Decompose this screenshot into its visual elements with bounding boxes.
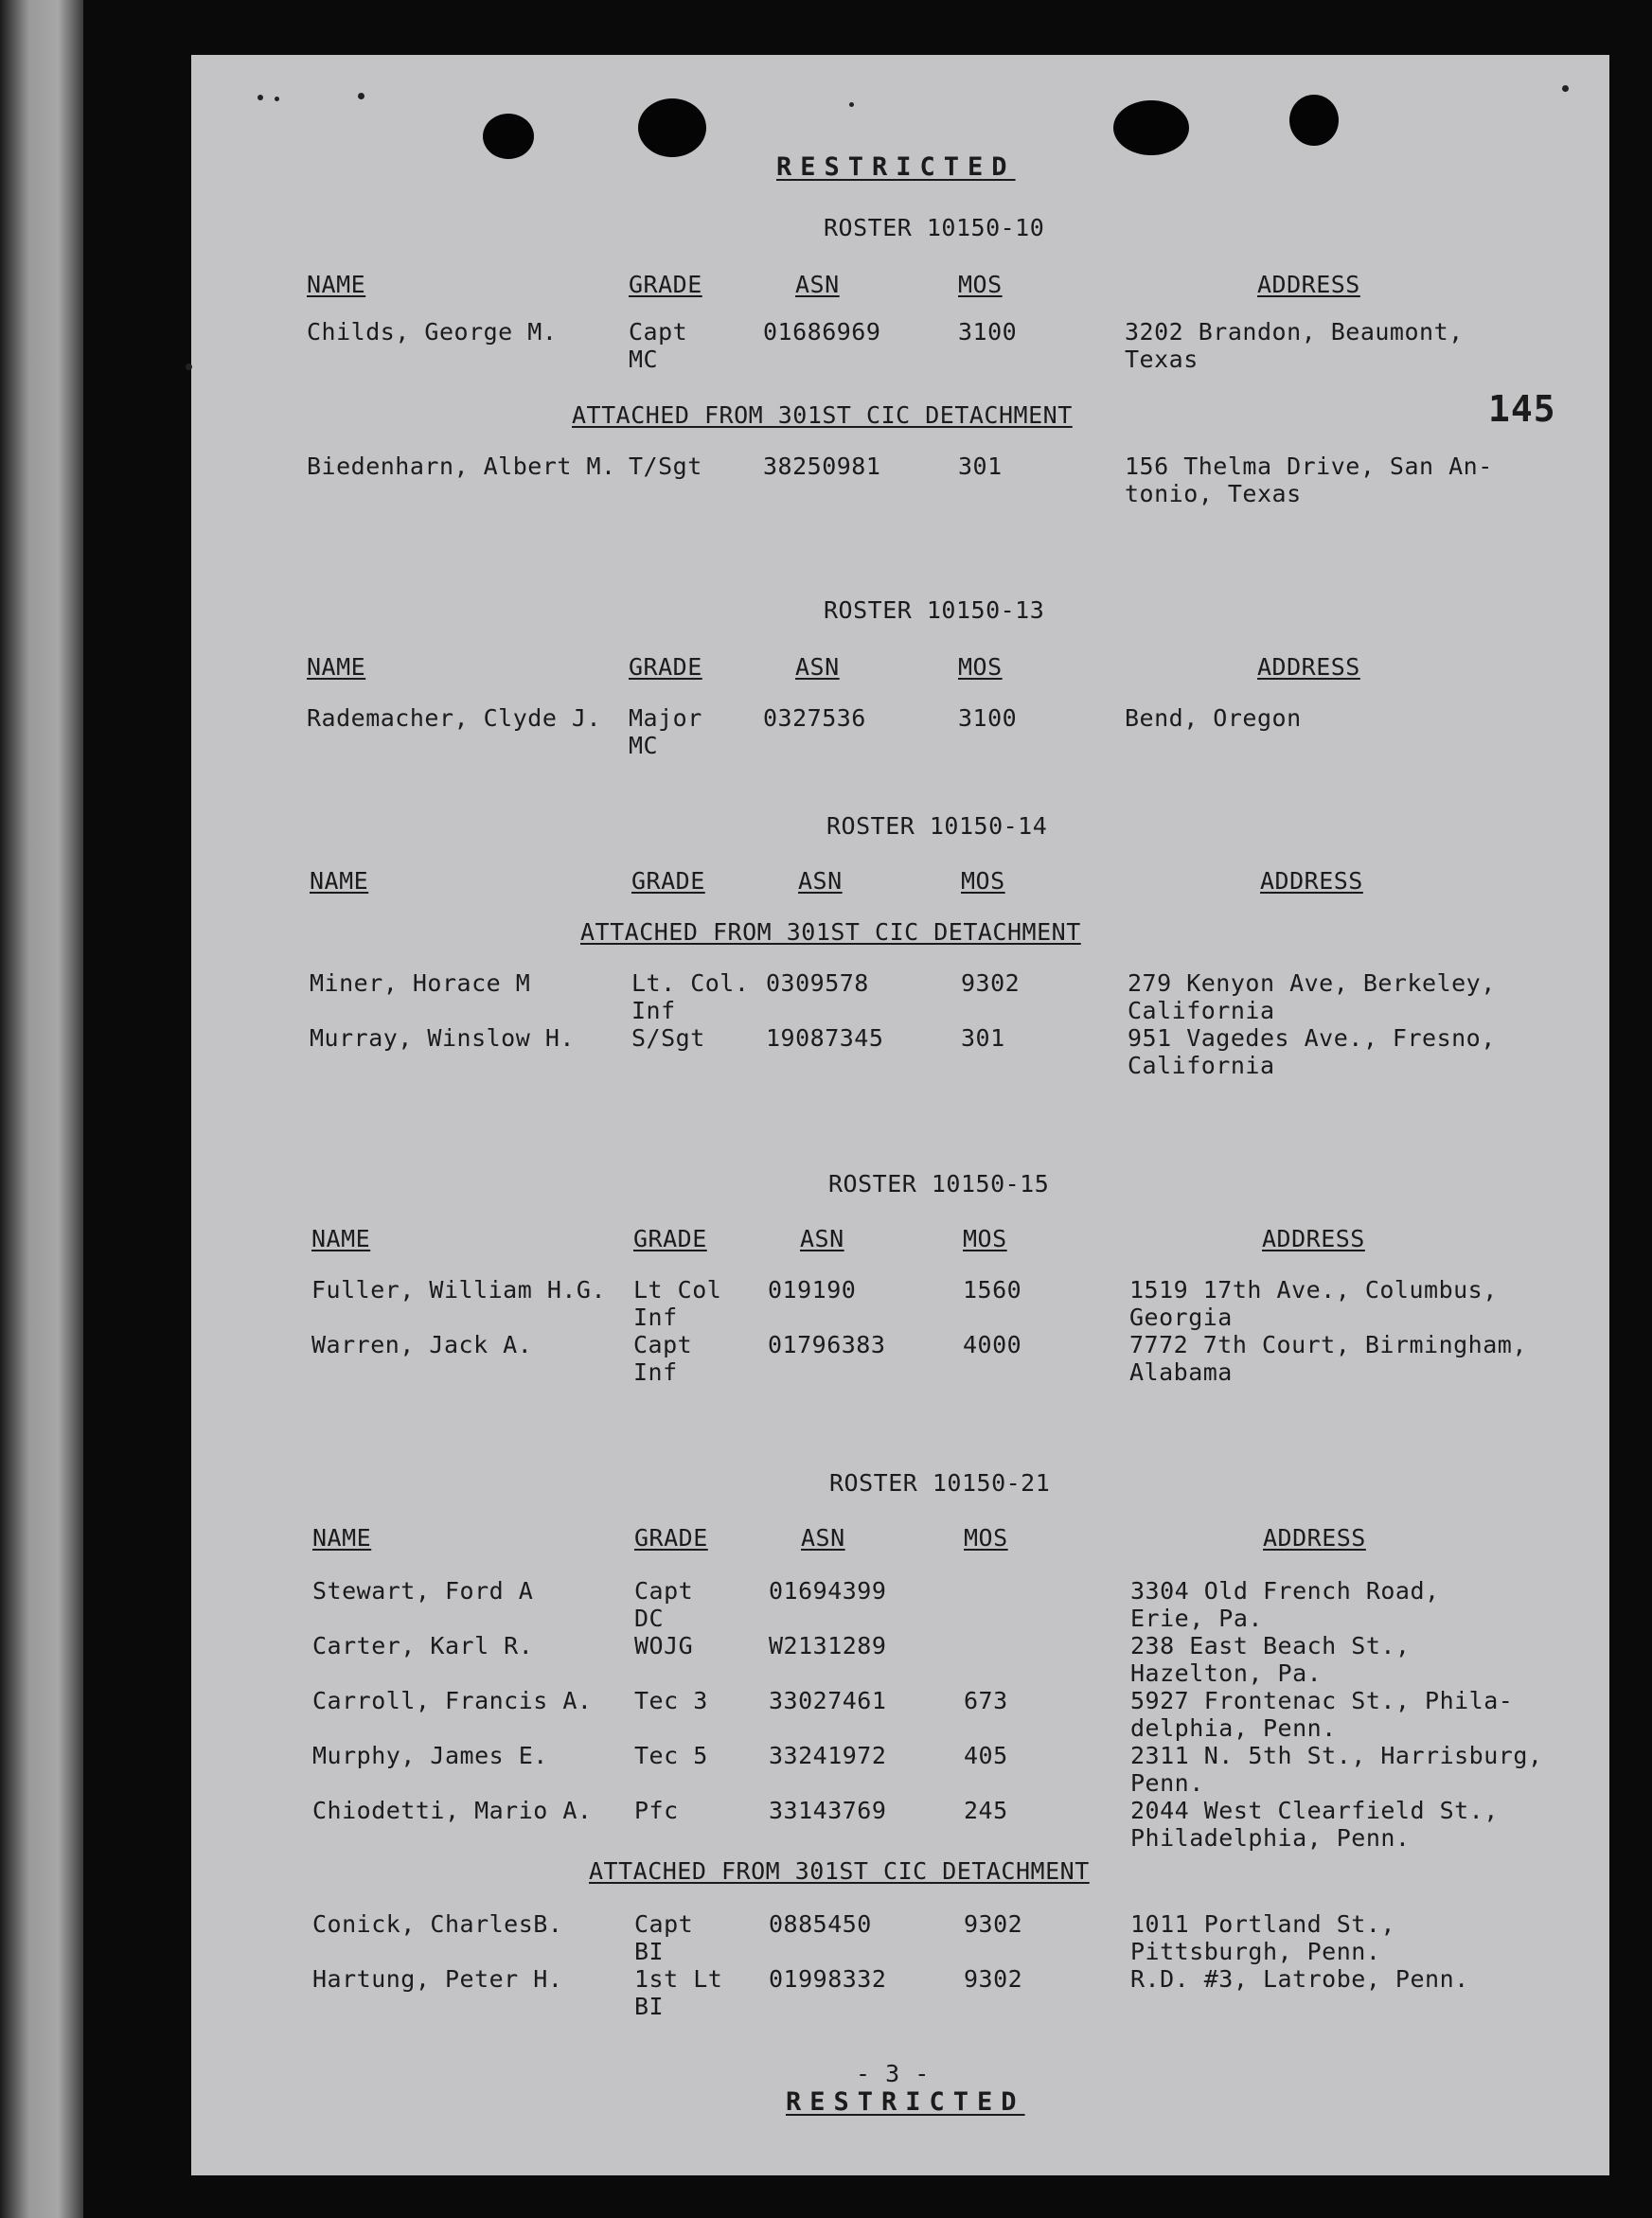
member-address: 238 East Beach St., bbox=[1130, 1632, 1411, 1659]
punch-hole bbox=[483, 114, 534, 159]
member-asn: 01686969 bbox=[763, 318, 881, 346]
member-name: Murphy, James E. bbox=[312, 1742, 548, 1769]
member-asn: 33241972 bbox=[769, 1742, 887, 1769]
member-address: Alabama bbox=[1129, 1358, 1233, 1386]
member-grade: Major bbox=[629, 704, 702, 732]
member-asn: 01796383 bbox=[768, 1331, 886, 1358]
punch-hole bbox=[1289, 95, 1339, 146]
column-header-address: ADDRESS bbox=[1260, 867, 1363, 895]
column-header-name: NAME bbox=[311, 1225, 371, 1252]
column-header-asn: ASN bbox=[801, 1524, 845, 1552]
column-header-address: ADDRESS bbox=[1262, 1225, 1365, 1252]
member-name: Fuller, William H.G. bbox=[311, 1276, 607, 1304]
member-address: Hazelton, Pa. bbox=[1130, 1659, 1323, 1687]
member-address: 7772 7th Court, Birmingham, bbox=[1129, 1331, 1527, 1358]
member-mos: 673 bbox=[964, 1687, 1008, 1714]
member-grade: Tec 3 bbox=[634, 1687, 708, 1714]
member-address: tonio, Texas bbox=[1125, 480, 1302, 507]
member-asn: 38250981 bbox=[763, 452, 881, 480]
member-name: Warren, Jack A. bbox=[311, 1331, 533, 1358]
roster-title: ROSTER 10150-15 bbox=[828, 1170, 1050, 1198]
member-name: Carter, Karl R. bbox=[312, 1632, 534, 1659]
member-address: Texas bbox=[1125, 346, 1199, 373]
member-address: 2044 West Clearfield St., bbox=[1130, 1797, 1499, 1824]
attached-label: ATTACHED FROM 301ST CIC DETACHMENT bbox=[589, 1857, 1090, 1885]
member-grade: T/Sgt bbox=[629, 452, 702, 480]
member-name: Chiodetti, Mario A. bbox=[312, 1797, 593, 1824]
member-grade: Inf bbox=[631, 997, 676, 1024]
member-name: Stewart, Ford A bbox=[312, 1577, 534, 1605]
member-asn: 0885450 bbox=[769, 1910, 872, 1938]
member-asn: 33027461 bbox=[769, 1687, 887, 1714]
member-address: California bbox=[1128, 1052, 1275, 1079]
speck bbox=[1562, 85, 1569, 92]
member-address: California bbox=[1128, 997, 1275, 1024]
column-header-address: ADDRESS bbox=[1257, 653, 1360, 681]
member-name: Conick, CharlesB. bbox=[312, 1910, 563, 1938]
column-header-name: NAME bbox=[312, 1524, 372, 1552]
column-header-address: ADDRESS bbox=[1257, 271, 1360, 298]
member-name: Carroll, Francis A. bbox=[312, 1687, 593, 1714]
member-grade: BI bbox=[634, 1993, 665, 2020]
speck bbox=[849, 102, 854, 107]
column-header-asn: ASN bbox=[798, 867, 843, 895]
member-mos: 301 bbox=[958, 452, 1003, 480]
member-grade: DC bbox=[634, 1605, 665, 1632]
member-mos: 9302 bbox=[964, 1965, 1023, 1993]
member-name: Hartung, Peter H. bbox=[312, 1965, 563, 1993]
member-address: 5927 Frontenac St., Phila- bbox=[1130, 1687, 1514, 1714]
member-address: R.D. #3, Latrobe, Penn. bbox=[1130, 1965, 1469, 1993]
member-address: Bend, Oregon bbox=[1125, 704, 1302, 732]
member-address: 1519 17th Ave., Columbus, bbox=[1129, 1276, 1498, 1304]
column-header-grade: GRADE bbox=[629, 271, 702, 298]
roster-title: ROSTER 10150-10 bbox=[824, 214, 1045, 241]
member-grade: Lt. Col. bbox=[631, 969, 750, 997]
column-header-asn: ASN bbox=[800, 1225, 844, 1252]
column-header-name: NAME bbox=[307, 653, 366, 681]
column-header-grade: GRADE bbox=[631, 867, 705, 895]
column-header-mos: MOS bbox=[963, 1225, 1007, 1252]
member-name: Childs, George M. bbox=[307, 318, 558, 346]
member-grade: Inf bbox=[633, 1304, 678, 1331]
member-mos: 3100 bbox=[958, 318, 1018, 346]
member-asn: 01694399 bbox=[769, 1577, 887, 1605]
page-number: - 3 - bbox=[856, 2060, 930, 2087]
member-asn: 33143769 bbox=[769, 1797, 887, 1824]
member-address: Penn. bbox=[1130, 1769, 1204, 1797]
member-address: 1011 Portland St., bbox=[1130, 1910, 1395, 1938]
column-header-name: NAME bbox=[307, 271, 366, 298]
member-asn: 01998332 bbox=[769, 1965, 887, 1993]
column-header-asn: ASN bbox=[795, 653, 840, 681]
member-asn: 019190 bbox=[768, 1276, 857, 1304]
column-header-address: ADDRESS bbox=[1263, 1524, 1366, 1552]
member-mos: 9302 bbox=[964, 1910, 1023, 1938]
column-header-grade: GRADE bbox=[634, 1524, 708, 1552]
member-grade: Pfc bbox=[634, 1797, 679, 1824]
member-grade: S/Sgt bbox=[631, 1024, 705, 1052]
member-grade: Capt bbox=[629, 318, 688, 346]
punch-hole bbox=[1113, 100, 1189, 155]
classification-footer: RESTRICTED bbox=[786, 2087, 1025, 2117]
member-address: 3304 Old French Road, bbox=[1130, 1577, 1440, 1605]
member-address: 2311 N. 5th St., Harrisburg, bbox=[1130, 1742, 1543, 1769]
column-header-name: NAME bbox=[310, 867, 369, 895]
member-mos: 4000 bbox=[963, 1331, 1022, 1358]
document-page bbox=[191, 55, 1609, 2175]
speck bbox=[275, 97, 279, 101]
member-address: 156 Thelma Drive, San An- bbox=[1125, 452, 1493, 480]
column-header-mos: MOS bbox=[961, 867, 1005, 895]
column-header-mos: MOS bbox=[958, 271, 1003, 298]
member-grade: Tec 5 bbox=[634, 1742, 708, 1769]
member-address: Philadelphia, Penn. bbox=[1130, 1824, 1411, 1852]
punch-hole bbox=[638, 98, 706, 157]
classification-header: RESTRICTED bbox=[776, 152, 1016, 182]
member-address: Pittsburgh, Penn. bbox=[1130, 1938, 1381, 1965]
attached-label: ATTACHED FROM 301ST CIC DETACHMENT bbox=[572, 401, 1073, 429]
member-name: Biedenharn, Albert M. bbox=[307, 452, 616, 480]
speck bbox=[186, 364, 192, 370]
member-name: Murray, Winslow H. bbox=[310, 1024, 575, 1052]
roster-title: ROSTER 10150-14 bbox=[826, 812, 1048, 840]
column-header-mos: MOS bbox=[964, 1524, 1008, 1552]
member-grade: MC bbox=[629, 732, 659, 759]
speck bbox=[258, 95, 263, 100]
member-grade: WOJG bbox=[634, 1632, 694, 1659]
member-asn: 19087345 bbox=[766, 1024, 884, 1052]
member-address: 3202 Brandon, Beaumont, bbox=[1125, 318, 1464, 346]
member-grade: 1st Lt bbox=[634, 1965, 723, 1993]
member-mos: 9302 bbox=[961, 969, 1021, 997]
member-address: 951 Vagedes Ave., Fresno, bbox=[1128, 1024, 1496, 1052]
member-mos: 1560 bbox=[963, 1276, 1022, 1304]
member-name: Miner, Horace M bbox=[310, 969, 531, 997]
roster-title: ROSTER 10150-13 bbox=[824, 596, 1045, 624]
column-header-asn: ASN bbox=[795, 271, 840, 298]
member-address: 279 Kenyon Ave, Berkeley, bbox=[1128, 969, 1496, 997]
member-asn: 0327536 bbox=[763, 704, 866, 732]
column-header-grade: GRADE bbox=[633, 1225, 707, 1252]
member-grade: BI bbox=[634, 1938, 665, 1965]
member-address: delphia, Penn. bbox=[1130, 1714, 1337, 1742]
member-name: Rademacher, Clyde J. bbox=[307, 704, 602, 732]
member-mos: 301 bbox=[961, 1024, 1005, 1052]
scan-edge bbox=[0, 0, 83, 2218]
member-mos: 3100 bbox=[958, 704, 1018, 732]
member-asn: W2131289 bbox=[769, 1632, 887, 1659]
member-grade: Lt Col bbox=[633, 1276, 722, 1304]
member-address: Georgia bbox=[1129, 1304, 1233, 1331]
speck bbox=[358, 93, 364, 99]
member-grade: Capt bbox=[633, 1331, 693, 1358]
roster-title: ROSTER 10150-21 bbox=[829, 1469, 1051, 1497]
attached-label: ATTACHED FROM 301ST CIC DETACHMENT bbox=[580, 918, 1081, 946]
member-mos: 405 bbox=[964, 1742, 1008, 1769]
member-grade: Capt bbox=[634, 1910, 694, 1938]
member-grade: Inf bbox=[633, 1358, 678, 1386]
column-header-grade: GRADE bbox=[629, 653, 702, 681]
member-mos: 245 bbox=[964, 1797, 1008, 1824]
member-asn: 0309578 bbox=[766, 969, 869, 997]
member-grade: Capt bbox=[634, 1577, 694, 1605]
column-header-mos: MOS bbox=[958, 653, 1003, 681]
member-address: Erie, Pa. bbox=[1130, 1605, 1263, 1632]
page-stamp: 145 bbox=[1488, 388, 1556, 430]
member-grade: MC bbox=[629, 346, 659, 373]
